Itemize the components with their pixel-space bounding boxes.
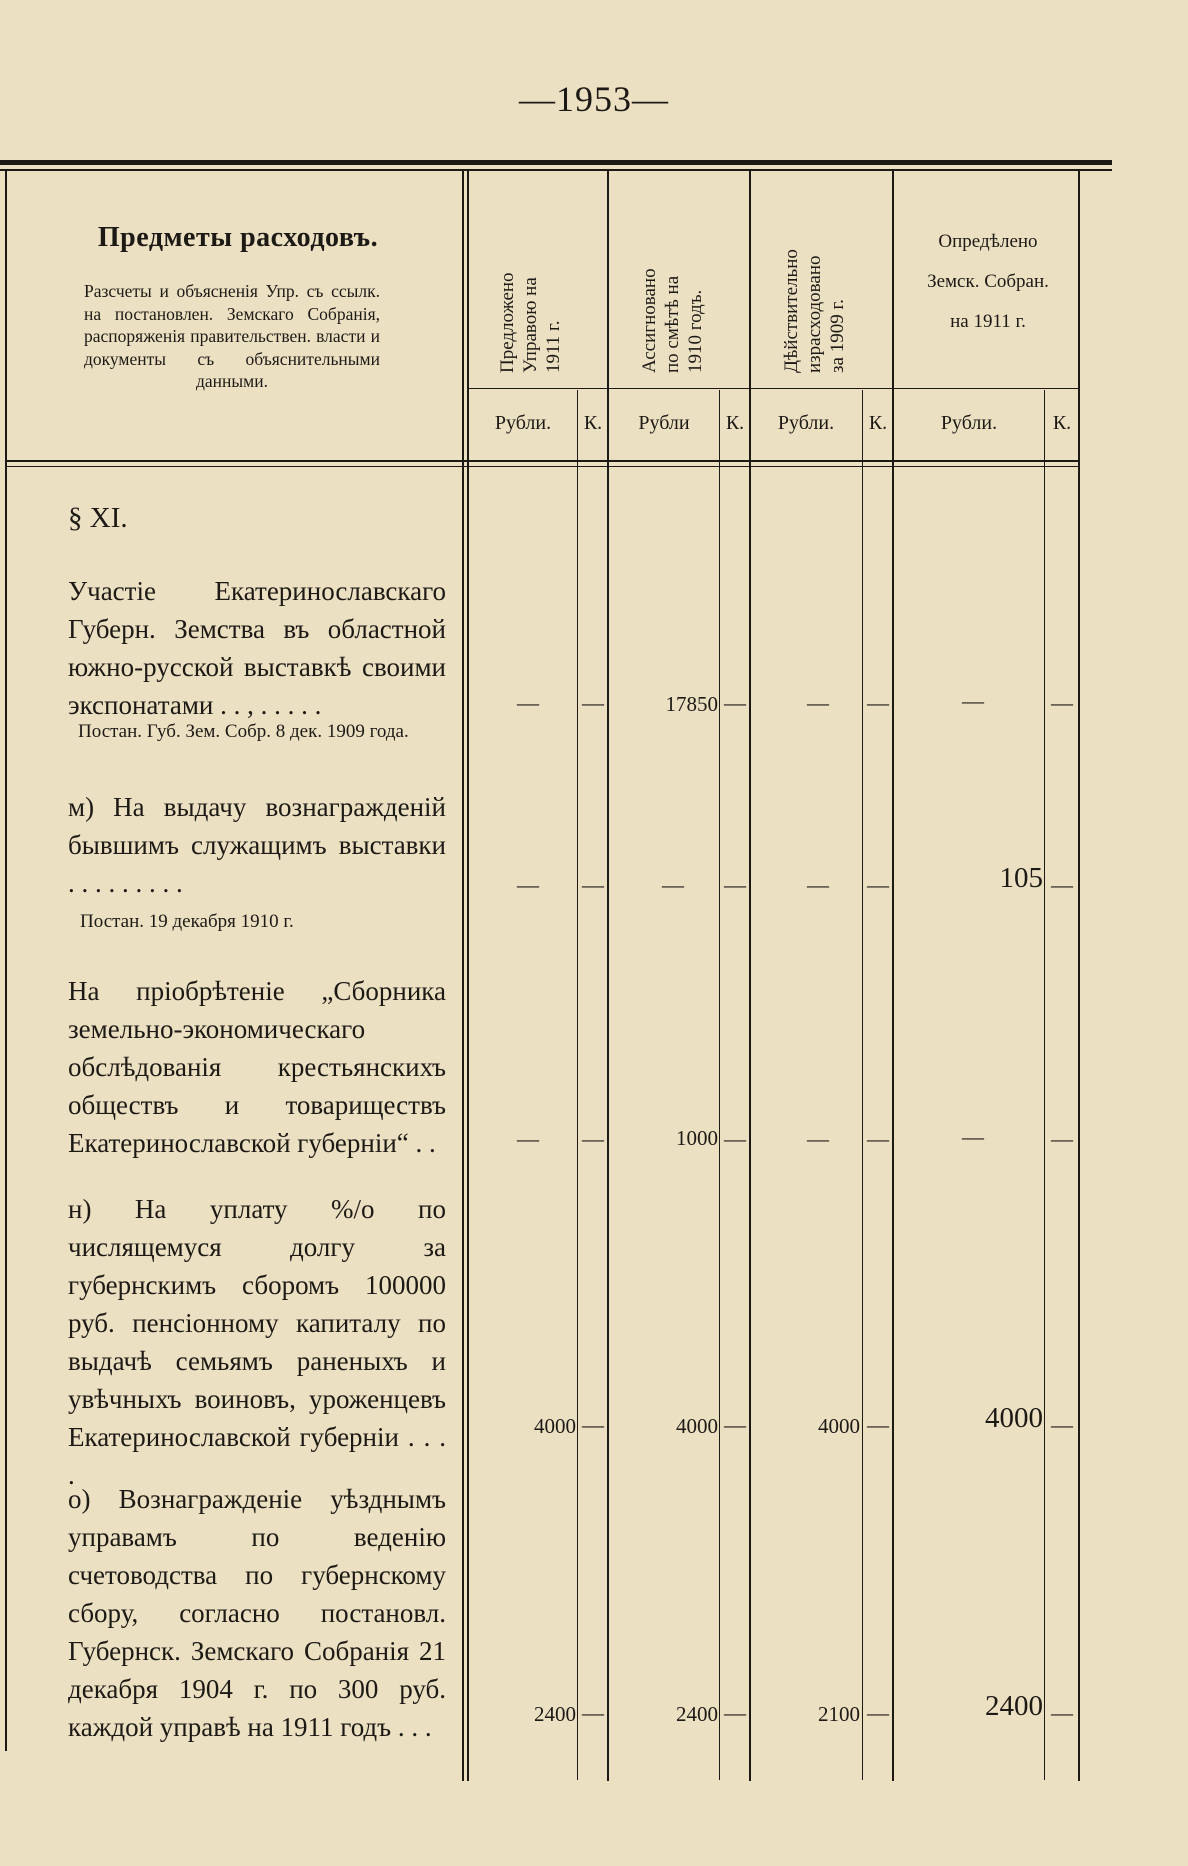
- cell-proposed: —: [517, 690, 539, 715]
- cell-proposed-k: —: [582, 1126, 604, 1151]
- cell-actual: —: [807, 690, 829, 715]
- col-rule: [577, 390, 578, 1780]
- cell-assigned: —: [662, 872, 684, 897]
- col-rule: [719, 390, 720, 1780]
- unit-kop: К.: [583, 412, 603, 434]
- cell-determined-k: —: [1051, 1412, 1073, 1437]
- header-title: Предметы расходовъ.: [97, 222, 379, 253]
- cell-determined-k: —: [1051, 690, 1073, 715]
- cell-determined: —: [962, 1124, 984, 1149]
- item-text: Участіе Екатеринославскаго Губерн. Земства въ областной южно-русской выставкѣ своими экспонатами . . , . . . . .: [68, 576, 446, 720]
- cell-determined: —: [962, 688, 984, 713]
- col-rule: [467, 171, 469, 1781]
- cell-actual-k: —: [867, 1412, 889, 1437]
- col-header-proposed: Предложено Управою на 1911 г.: [497, 272, 564, 373]
- top-rule-thin: [0, 169, 1112, 171]
- cell-actual: —: [807, 872, 829, 897]
- header-bottom-rule-thin: [5, 466, 1080, 467]
- cell-assigned-k: —: [724, 1412, 746, 1437]
- cell-assigned: 17850: [665, 692, 718, 716]
- section-label: § XI.: [68, 502, 128, 534]
- item-text: о) Вознагражденіе уѣзднымъ управамъ по веденію счетоводства по губернскому сбору, согласно постановл. Губернск. Земскаго Собранія 21 декабря 1904 г. по 300 руб. каждой управѣ на 1911 годъ . . .: [68, 1484, 446, 1742]
- cell-proposed-k: —: [582, 872, 604, 897]
- col-rule: [1044, 390, 1045, 1780]
- cell-assigned-k: —: [724, 1700, 746, 1725]
- cell-actual-k: —: [867, 1700, 889, 1725]
- col-rule: [892, 171, 894, 1781]
- units-rule: [467, 388, 1080, 389]
- unit-kop: К.: [868, 412, 888, 434]
- cell-proposed: 2400: [534, 1702, 576, 1726]
- cell-determined: 105: [999, 862, 1043, 894]
- unit-rub: Рубли.: [777, 412, 835, 434]
- cell-assigned-k: —: [724, 1126, 746, 1151]
- cell-assigned: 2400: [676, 1702, 718, 1726]
- col-header-determined: Опредѣлено Земск. Собран. на 1911 г.: [927, 231, 1049, 332]
- col-rule: [749, 171, 751, 1781]
- top-rule: [0, 160, 1112, 165]
- cell-actual: —: [807, 1126, 829, 1151]
- unit-rub: Рубли.: [940, 412, 998, 434]
- col-rule: [462, 171, 464, 1781]
- col-rule: [607, 171, 609, 1781]
- header-bottom-rule: [5, 460, 1080, 462]
- cell-determined-k: —: [1051, 1700, 1073, 1725]
- page-number: —1953—: [519, 79, 669, 119]
- unit-kop: К.: [725, 412, 745, 434]
- cell-assigned: 1000: [676, 1126, 718, 1150]
- item-text: На пріобрѣтеніе „Сборника земельно-экономическаго обслѣдованія крестьянскихъ обществъ и товариществъ Екатеринославской губерніи“ . .: [68, 976, 446, 1158]
- item-text: н) На уплату %/о по числящемуся долгу за губернскимъ сборомъ 100000 руб. пенсіонному капиталу по выдачѣ семьямъ раненыхъ и увѣчныхъ воиновъ, уроженцевъ Екатеринославской губерніи . . . .: [68, 1194, 446, 1490]
- col-header-assigned: Ассигновано по смѣтѣ на 1910 годъ.: [639, 268, 706, 373]
- cell-actual: 4000: [818, 1414, 860, 1438]
- cell-actual-k: —: [867, 690, 889, 715]
- item-note: Постан. 19 декабря 1910 г.: [80, 911, 294, 932]
- header-subtitle: Разсчеты и объясненія Упр. съ ссылк. на постановлен. Земскаго Собранія, распоряженія правительствен. власти и документы съ объяснительными данными.: [84, 281, 380, 391]
- unit-rub: Рубли: [638, 412, 690, 434]
- col-rule: [1078, 171, 1080, 1781]
- cell-proposed-k: —: [582, 690, 604, 715]
- cell-proposed-k: —: [582, 1700, 604, 1725]
- item-text: м) На выдачу вознагражденій бывшимъ служащимъ выставки . . . . . . . . .: [68, 792, 446, 898]
- cell-actual-k: —: [867, 872, 889, 897]
- unit-kop: К.: [1052, 412, 1072, 434]
- col-rule: [862, 390, 863, 1780]
- cell-assigned: 4000: [676, 1414, 718, 1438]
- cell-proposed: —: [517, 872, 539, 897]
- unit-rub: Рубли.: [494, 412, 552, 434]
- cell-assigned-k: —: [724, 690, 746, 715]
- cell-proposed: 4000: [534, 1414, 576, 1438]
- cell-determined-k: —: [1051, 872, 1073, 897]
- cell-actual-k: —: [867, 1126, 889, 1151]
- cell-determined-k: —: [1051, 1126, 1073, 1151]
- cell-proposed: —: [517, 1126, 539, 1151]
- cell-determined: 4000: [985, 1402, 1043, 1434]
- cell-determined: 2400: [985, 1690, 1043, 1722]
- cell-proposed-k: —: [582, 1412, 604, 1437]
- cell-assigned-k: —: [724, 872, 746, 897]
- item-note: Постан. Губ. Зем. Собр. 8 дек. 1909 года.: [78, 721, 409, 742]
- col-rule: [5, 171, 7, 1751]
- cell-actual: 2100: [818, 1702, 860, 1726]
- col-header-actual: Дѣйствительно израсходовано за 1909 г.: [781, 249, 848, 373]
